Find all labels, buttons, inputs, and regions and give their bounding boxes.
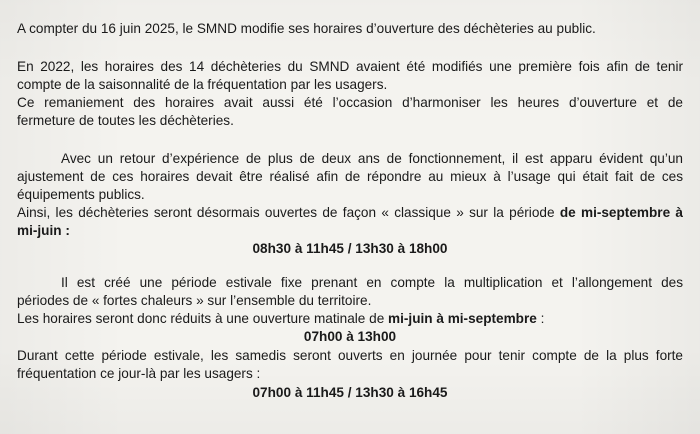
summer-period-text: Les horaires seront donc réduits à une ouverture matinale de (17, 311, 389, 326)
classic-hours: 08h30 à 11h45 / 13h30 à 18h00 (252, 241, 448, 256)
summer-hours: 07h00 à 13h00 (303, 329, 397, 344)
saturday-hours: 07h00 à 11h45 / 13h30 à 16h45 (252, 385, 448, 400)
summer-period-range: mi-juin à mi-septembre (388, 311, 537, 326)
feedback-line-3: équipements publics. (17, 187, 145, 202)
intro-sentence: A compter du 16 juin 2025, le SMND modifie ses horaires d’ouverture des déchèteries au public. (17, 21, 596, 36)
classic-period-text: Ainsi, les déchèteries seront désormais ouvertes de façon « classique » sur la période (17, 205, 560, 220)
feedback-line-1: Avec un retour d’expérience de plus de deux ans de fonctionnement, il est apparu évident qu’un (61, 151, 683, 166)
history-line-4: fermeture de toutes les déchèteries. (17, 113, 234, 128)
classic-period-start: de mi-septembre à (559, 205, 683, 220)
feedback-line-2: ajustement de ces horaires devait être réalisé afin de répondre au mieux à l’usage qui était fait de ces (17, 169, 683, 184)
summer-period-line (17, 310, 683, 328)
summer-line-1: Il est créé une période estivale fixe prenant en compte la multiplication et l’allongement des (61, 275, 683, 290)
history-line-1: En 2022, les horaires des 14 déchèteries du SMND avaient été modifiés une première fois afin de tenir (17, 59, 683, 74)
saturday-line-2: fréquentation ce jour-là par les usagers : (17, 366, 261, 381)
classic-period-line (17, 204, 683, 222)
saturday-line-1: Durant cette période estivale, les samedis seront ouverts en journée pour tenir compte de la plus forte (17, 348, 683, 363)
history-line-3: Ce remaniement des horaires avait aussi été l’occasion d’harmoniser les heures d’ouverture et de (17, 95, 683, 110)
summer-period-colon: : (536, 311, 545, 326)
history-line-2: compte de la saisonnalité de la fréquentation par les usagers. (17, 77, 388, 92)
classic-period-end: mi-juin : (17, 223, 70, 238)
summer-line-2: périodes de « fortes chaleurs » sur l’ensemble du territoire. (17, 293, 372, 308)
